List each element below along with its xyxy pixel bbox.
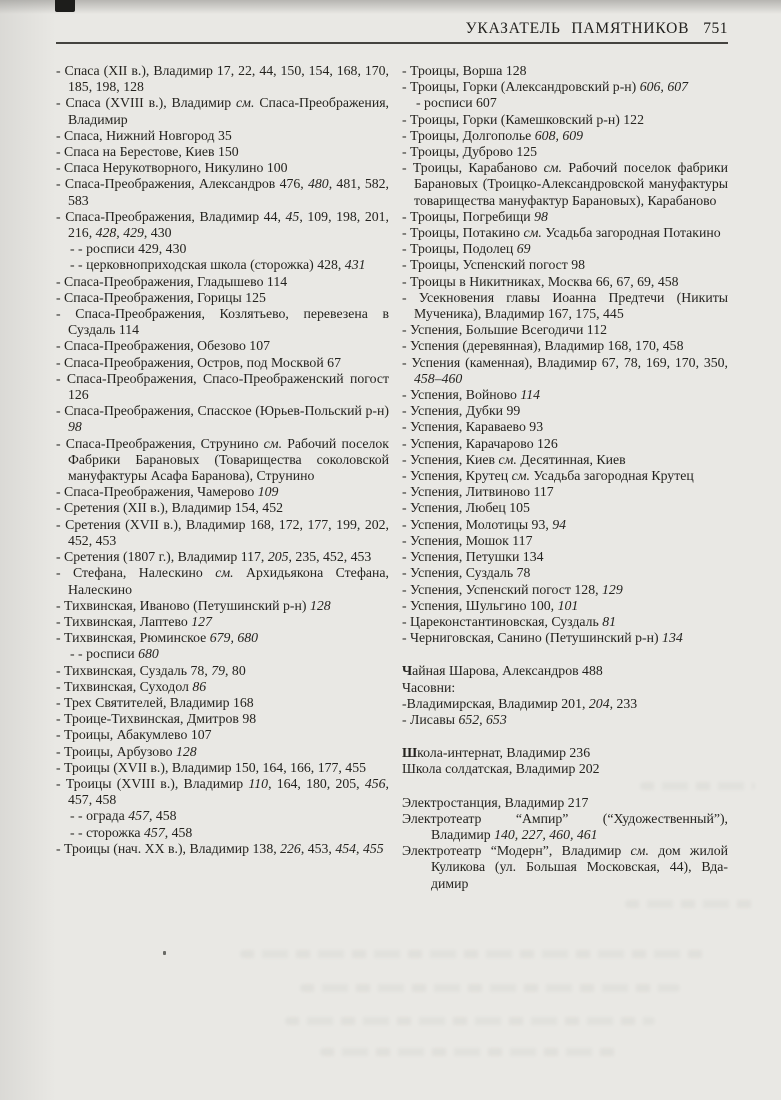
text-run: , 453, (300, 840, 336, 856)
text-run: - Лисавы (402, 711, 459, 727)
index-entry (56, 565, 389, 597)
text-run: , 80 (225, 662, 246, 678)
index-entry (56, 484, 389, 500)
text-run: - Спаса-Преображения, Козлятьево, перевезена в Суздаль 114 (56, 306, 389, 338)
text-run: - Троицы, Горки (Камешковский р-н) 122 (402, 111, 644, 127)
header-rule (56, 42, 728, 44)
text-run: 431 (344, 257, 366, 273)
text-run: 428 (95, 225, 117, 241)
text-run: - Тихвинская, Рюминское (56, 630, 210, 646)
text-run: Рабочий поселок Фабрики Барановых (Товарищества соколовской мануфактуры Асафа Баранова), Струнино (68, 435, 389, 484)
text-run: - Сретения (XII в.), Владимир 154, 452 (56, 500, 284, 516)
index-entry (56, 160, 389, 176)
index-entry (402, 355, 728, 387)
text-run: 454 (335, 840, 357, 856)
text-run: - Спаса-Преображения, Обезово 107 (56, 338, 270, 354)
text-run: - Спаса-Преображения, Гладышево 114 (56, 273, 288, 289)
index-entry (402, 468, 728, 484)
text-run: 457 (128, 808, 149, 824)
text-run: 429 (123, 225, 144, 241)
text-run: - Троицы, Абакумлево 107 (56, 727, 212, 743)
index-entry (56, 290, 389, 306)
text-run: - Тихвинская, Суздаль 78, (56, 662, 212, 678)
index-entry (402, 549, 728, 565)
index-entry (56, 646, 389, 662)
index-entry (402, 419, 728, 435)
header-title: УКАЗАТЕЛЬ ПАМЯТНИКОВ (465, 20, 690, 37)
text-run: 81 (602, 613, 617, 629)
text-run: - Спаса на Берестове, Киев 150 (56, 144, 239, 160)
text-run: 652, 653 (458, 711, 507, 727)
text-run: 226 (280, 840, 301, 856)
text-run: - Успения, Суздаль 78 (402, 565, 531, 581)
text-run: - Успения, Карачарово 126 (402, 435, 558, 451)
text-run: - Спаса-Преображения, Владимир 44, (56, 208, 286, 224)
bleed-through-artifact (285, 1017, 655, 1025)
index-entry (402, 128, 728, 144)
text-run: - Успения, Большие Всегодичи 112 (402, 322, 607, 338)
index-entry (56, 128, 389, 144)
text-run: - Успения (деревянная), Владимир 168, 170, 458 (402, 338, 684, 354)
text-run: - Троице-Тихвинская, Дмитров 98 (56, 711, 257, 727)
text-run: - - церковноприходская школа (сторожка) 428, (70, 257, 345, 273)
text-run: - Успения, Дубки 99 (402, 403, 521, 419)
text-run: 455 (362, 840, 384, 856)
index-column-left (56, 63, 389, 857)
text-run: см. (543, 160, 563, 176)
text-run: Часовни: (402, 679, 456, 695)
text-run: см. (511, 468, 530, 484)
index-entry (402, 144, 728, 160)
text-run: , 235, 452, 453 (288, 549, 372, 565)
index-entry (402, 160, 728, 209)
index-entry (56, 630, 389, 646)
text-run: - Успения, Литвиново 117 (402, 484, 554, 500)
text-run: 606, 607 (639, 79, 689, 95)
index-entry (56, 257, 389, 273)
text-run: , 430 (143, 225, 172, 241)
index-entry (56, 274, 389, 290)
text-run: - Троицы (XVIII в.), Владимир (56, 775, 249, 791)
text-run: 680 (138, 646, 159, 662)
index-entry (56, 679, 389, 695)
text-run: см. (630, 843, 649, 859)
scan-speck (163, 951, 166, 955)
index-entry (402, 761, 728, 777)
index-entry (402, 436, 728, 452)
index-entry (402, 452, 728, 468)
text-run: 94 (552, 516, 567, 532)
text-run: 101 (557, 597, 579, 613)
index-column-right (402, 63, 728, 892)
index-entry (56, 176, 389, 208)
text-run: 457 (144, 824, 165, 840)
text-run: 608, 609 (534, 127, 584, 143)
text-run: см. (498, 451, 517, 467)
text-run: - Спаса-Преображения, Остров, под Москвой 67 (56, 354, 341, 370)
text-run: 69 (516, 241, 531, 257)
text-run: - Трех Святителей, Владимир 168 (56, 694, 254, 710)
index-entry (402, 225, 728, 241)
text-run: Усадьба загородная Крутец (530, 468, 694, 484)
text-run: Усадьба загородная Потакино (541, 225, 721, 241)
index-entry (56, 403, 389, 435)
bleed-through-artifact (320, 1048, 620, 1056)
text-run: , (356, 840, 363, 856)
index-entry (56, 711, 389, 727)
text-run: - Спаса-Преображения, Чамерово (56, 484, 258, 500)
index-entry (402, 257, 728, 273)
text-run: см. (263, 435, 283, 451)
text-run: - Успения, Петушки 134 (402, 549, 544, 565)
bleed-through-artifact (240, 950, 710, 958)
index-entry (56, 598, 389, 614)
text-run: - Черниговская, Санино (Петушинский р-н) (402, 630, 663, 646)
text-run: дом жилой Куликова (ул. Большая Московская, 44), Вдадимир (431, 843, 728, 891)
index-entry (56, 727, 389, 743)
text-run: - Успения, Шульгино 100, (402, 597, 558, 613)
text-run: - Спаса-Преображения, Горицы 125 (56, 289, 266, 305)
text-run: Электротеатр “Ампир” (“Художественный”), Владимир (402, 810, 728, 842)
text-run: - Троицы, Горки (Александровский р-н) (402, 79, 640, 95)
text-run: , 109, 198, 201, 216, (68, 208, 389, 241)
index-entry (402, 680, 728, 696)
index-entry (402, 500, 728, 516)
text-run: - Усекновения главы Иоанна Предтечи (Никиты Мученика), Владимир 167, 175, 445 (402, 289, 728, 322)
index-entry (402, 663, 728, 679)
text-run: - Успения, Любец 105 (402, 500, 530, 516)
index-entry (56, 776, 389, 808)
text-run: 98 (534, 208, 548, 224)
text-run: - Успения, Мошок 117 (402, 532, 533, 548)
text-run: 109 (257, 484, 279, 500)
text-run: Электростанция, Владимир 217 (402, 794, 589, 810)
index-entry (56, 436, 389, 485)
index-entry (402, 241, 728, 257)
text-run: - Успения, Успенский погост 128, (402, 581, 603, 597)
bleed-through-artifact (625, 900, 755, 908)
text-run: , 458 (148, 808, 177, 824)
index-entry (402, 843, 728, 892)
text-run: кола-интернат, Владимир 236 (417, 745, 591, 761)
index-entry (56, 695, 389, 711)
index-entry (56, 241, 389, 257)
scan-top-shadow (0, 0, 781, 14)
text-run: - Тихвинская, Лаптево (56, 613, 192, 629)
text-run: - Спаса Нерукотворного, Никулино 100 (56, 160, 288, 176)
index-entry (402, 112, 728, 128)
text-run: - Успения, Войново (402, 387, 521, 403)
index-entry (56, 95, 389, 127)
index-entry (56, 500, 389, 516)
text-run: - Успения, Крутец (402, 468, 512, 484)
text-run: - росписи 607 (416, 95, 497, 111)
text-run: 204 (588, 695, 610, 711)
text-run: Десятинная, Киев (516, 451, 626, 467)
text-run: - Троицы в Никитниках, Москва 66, 67, 69, 458 (402, 273, 679, 289)
text-run: - Троицы, Дуброво 125 (402, 144, 538, 160)
text-run: - Тихвинская, Суходол (56, 678, 193, 694)
index-entry (56, 338, 389, 354)
index-entry (56, 144, 389, 160)
index-entry (56, 760, 389, 776)
text-run: - Успения (каменная), Владимир 67, 78, 169, 170, 350, (402, 354, 728, 370)
index-entry (402, 795, 728, 811)
index-entry (56, 517, 389, 549)
text-run: , 164, 180, 205, (268, 775, 365, 791)
index-entry (402, 274, 728, 290)
index-entry (402, 745, 728, 761)
text-run: 480 (308, 176, 329, 192)
index-entry (56, 614, 389, 630)
index-entry (56, 663, 389, 679)
text-run: - Троицы, Арбузово (56, 743, 176, 759)
text-run: - Стефана, Налескино (56, 565, 216, 581)
index-entry (402, 565, 728, 581)
text-run: - Троицы, Погребищи (402, 208, 535, 224)
text-run: - Спаса (XII в.), Владимир 17, 22, 44, 150, 154, 168, 170, 185, 198, 128 (56, 63, 389, 95)
text-run: 98 (68, 419, 82, 435)
text-run: - Троицы, Успенский погост 98 (402, 257, 586, 273)
index-entry (402, 209, 728, 225)
index-entry (402, 533, 728, 549)
index-entry (402, 63, 728, 79)
text-run: Электротеатр “Модерн”, Владимир (402, 843, 631, 859)
index-entry (56, 825, 389, 841)
index-entry (402, 403, 728, 419)
index-entry (402, 517, 728, 533)
text-run: - Троицы, Подолец (402, 241, 517, 257)
text-run: 456 (364, 775, 386, 791)
text-run: - Спаса-Преображения, Спасо-Преображенский погост 126 (56, 370, 389, 403)
scan-left-shadow (0, 0, 56, 1100)
text-run: айная Шарова, Александров 488 (412, 663, 603, 679)
text-run: - - ограда (70, 808, 129, 824)
bleed-through-artifact (300, 984, 680, 992)
index-entry (402, 484, 728, 500)
text-run: 128 (175, 743, 197, 759)
index-entry (402, 95, 728, 111)
index-entry (402, 696, 728, 712)
text-run: - Сретения (1807 г.), Владимир 117, (56, 549, 268, 565)
text-run: , 481, 582, 583 (68, 176, 389, 208)
text-run: см. (523, 225, 542, 241)
text-run: 140, 227, 460, 461 (494, 826, 598, 842)
text-run: - Цареконстантиновская, Суздаль (402, 613, 603, 629)
text-run: - Успения, Молотицы 93, (402, 516, 553, 532)
text-run: - Успения, Киев (402, 451, 499, 467)
index-entry (402, 79, 728, 95)
index-entry (56, 209, 389, 241)
text-run: -Владимирская, Владимир 201, (402, 695, 589, 711)
text-run: - Троицы, Карабаново (402, 160, 544, 176)
text-run: , 457, 458 (68, 775, 389, 808)
text-run: - Троицы (XVII в.), Владимир 150, 164, 166, 177, 455 (56, 759, 366, 775)
text-run: 45 (285, 208, 300, 224)
text-run: см. (215, 565, 234, 581)
text-run: - Спаса-Преображения, Струнино (56, 435, 264, 451)
index-entry (56, 841, 389, 857)
index-entry (56, 371, 389, 403)
text-run: - Тихвинская, Иваново (Петушинский р-н) (56, 597, 310, 613)
text-run: 127 (191, 613, 212, 629)
index-entry (56, 63, 389, 95)
text-run: - Троицы (нач. XX в.), Владимир 138, (56, 840, 281, 856)
text-run: - - росписи (70, 646, 139, 662)
text-run: - Троицы, Потакино (402, 225, 524, 241)
index-entry (402, 387, 728, 403)
text-run: - Спаса-Преображения, Александров 476, (56, 176, 308, 192)
text-run: - Сретения (XVII в.), Владимир 168, 172, 177, 199, 202, 452, 453 (56, 516, 389, 548)
page-number: 751 (703, 20, 728, 37)
index-entry (402, 598, 728, 614)
index-entry (56, 808, 389, 824)
text-run: Рабочий поселок фабрики Барановых (Троицко-Александровской мануфактуры товарищества мануфактур Барановых), Карабаново (414, 160, 728, 208)
text-run: - Троицы, Ворша 128 (402, 63, 527, 78)
index-entry (402, 712, 728, 728)
text-run: - Спаса (XVIII в.), Владимир (56, 95, 237, 111)
text-run: - Троицы, Долгополье (402, 127, 535, 143)
text-run: 79 (211, 662, 226, 678)
text-run: Спаса-Преображения, Владимир (68, 95, 389, 127)
text-run: - Успения, Караваево 93 (402, 419, 544, 435)
index-entry (402, 811, 728, 843)
text-run: , (116, 225, 124, 241)
text-run: , 233 (609, 695, 638, 711)
index-entry (402, 582, 728, 598)
index-entry (56, 549, 389, 565)
index-entry (56, 355, 389, 371)
text-run: 134 (662, 630, 683, 646)
page-header (56, 20, 728, 38)
text-run: см. (236, 95, 255, 111)
text-run: 458–460 (414, 370, 463, 386)
text-run: Ч (402, 663, 413, 679)
text-run: 205 (267, 549, 289, 565)
text-run: 128 (309, 597, 331, 613)
index-entry (402, 338, 728, 354)
index-entry (56, 744, 389, 760)
text-run: 129 (602, 581, 623, 597)
scan-artifact-mark (55, 0, 75, 12)
text-run: 114 (520, 387, 541, 403)
text-run: - - росписи 429, 430 (70, 241, 187, 257)
text-run: Архидьякона Стефана, Налескино (68, 565, 389, 597)
text-run: Ш (402, 745, 418, 761)
text-run: - - сторожка (70, 824, 145, 840)
index-entry (402, 322, 728, 338)
text-run: 679, 680 (209, 630, 259, 646)
text-run: - Спаса-Преображения, Спасское (Юрьев-Польский р-н) (56, 403, 389, 419)
text-run: , 458 (164, 824, 193, 840)
text-run: 86 (192, 678, 207, 694)
index-entry (402, 614, 728, 630)
index-entry (56, 306, 389, 338)
text-run: Школа солдатская, Владимир 202 (402, 761, 600, 777)
text-run: - Спаса, Нижний Новгород 35 (56, 127, 232, 143)
index-entry (402, 290, 728, 322)
text-run: 110 (248, 775, 269, 791)
index-entry (402, 630, 728, 646)
